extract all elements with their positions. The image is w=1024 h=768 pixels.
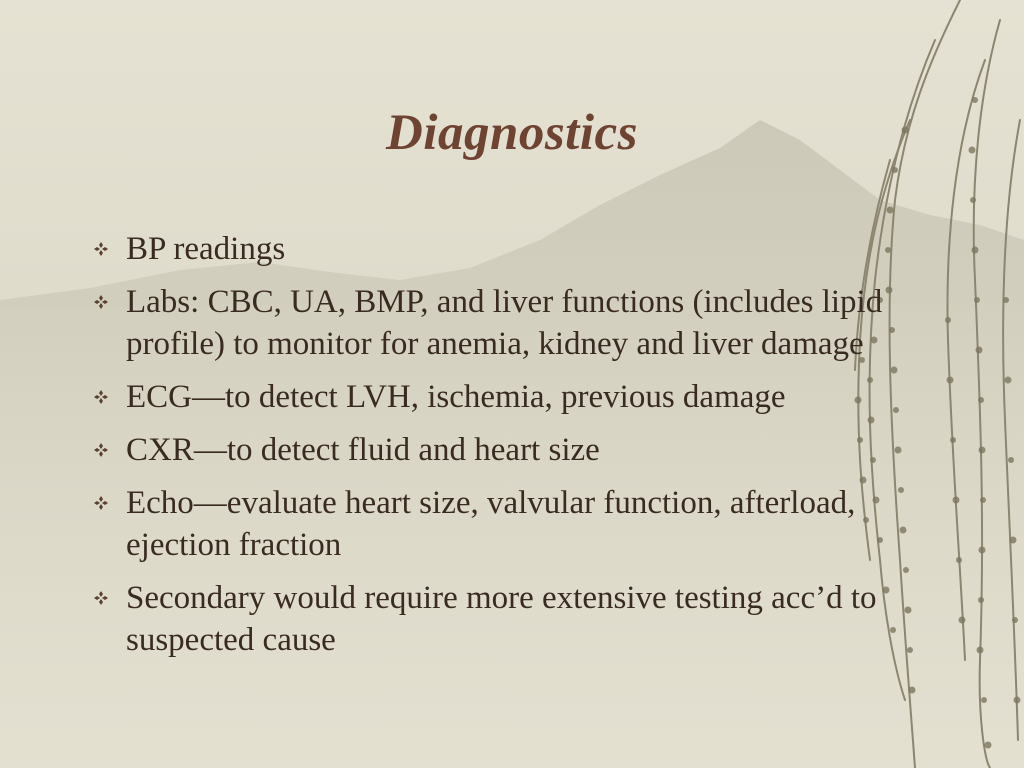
bullet-item bbox=[92, 228, 952, 270]
bullet-item bbox=[92, 281, 952, 365]
four-diamond-bullet-icon bbox=[94, 496, 108, 510]
four-diamond-bullet-icon bbox=[94, 443, 108, 457]
bullet-text: BP readings bbox=[126, 231, 286, 267]
bullet-item bbox=[92, 482, 952, 566]
bullet-text: ECG—to detect LVH, ischemia, previous damage bbox=[126, 379, 786, 415]
bullet-item bbox=[92, 429, 952, 471]
bullet-text: Echo—evaluate heart size, valvular function, afterload, ejection fraction bbox=[126, 485, 856, 563]
four-diamond-bullet-icon bbox=[94, 295, 108, 309]
slide-title: Diagnostics bbox=[385, 105, 639, 161]
bullet-text: Labs: CBC, UA, BMP, and liver functions (includes lipid profile) to monitor for anemia, kidney and liver damage bbox=[126, 284, 883, 362]
four-diamond-bullet-icon bbox=[94, 591, 108, 605]
bullet-text: CXR—to detect fluid and heart size bbox=[126, 432, 600, 468]
four-diamond-bullet-icon bbox=[94, 242, 108, 256]
four-diamond-bullet-icon bbox=[94, 390, 108, 404]
bullet-text: Secondary would require more extensive testing acc’d to suspected cause bbox=[126, 580, 877, 658]
bullet-list bbox=[92, 228, 952, 672]
bullet-item bbox=[92, 577, 952, 661]
bullet-item bbox=[92, 376, 952, 418]
